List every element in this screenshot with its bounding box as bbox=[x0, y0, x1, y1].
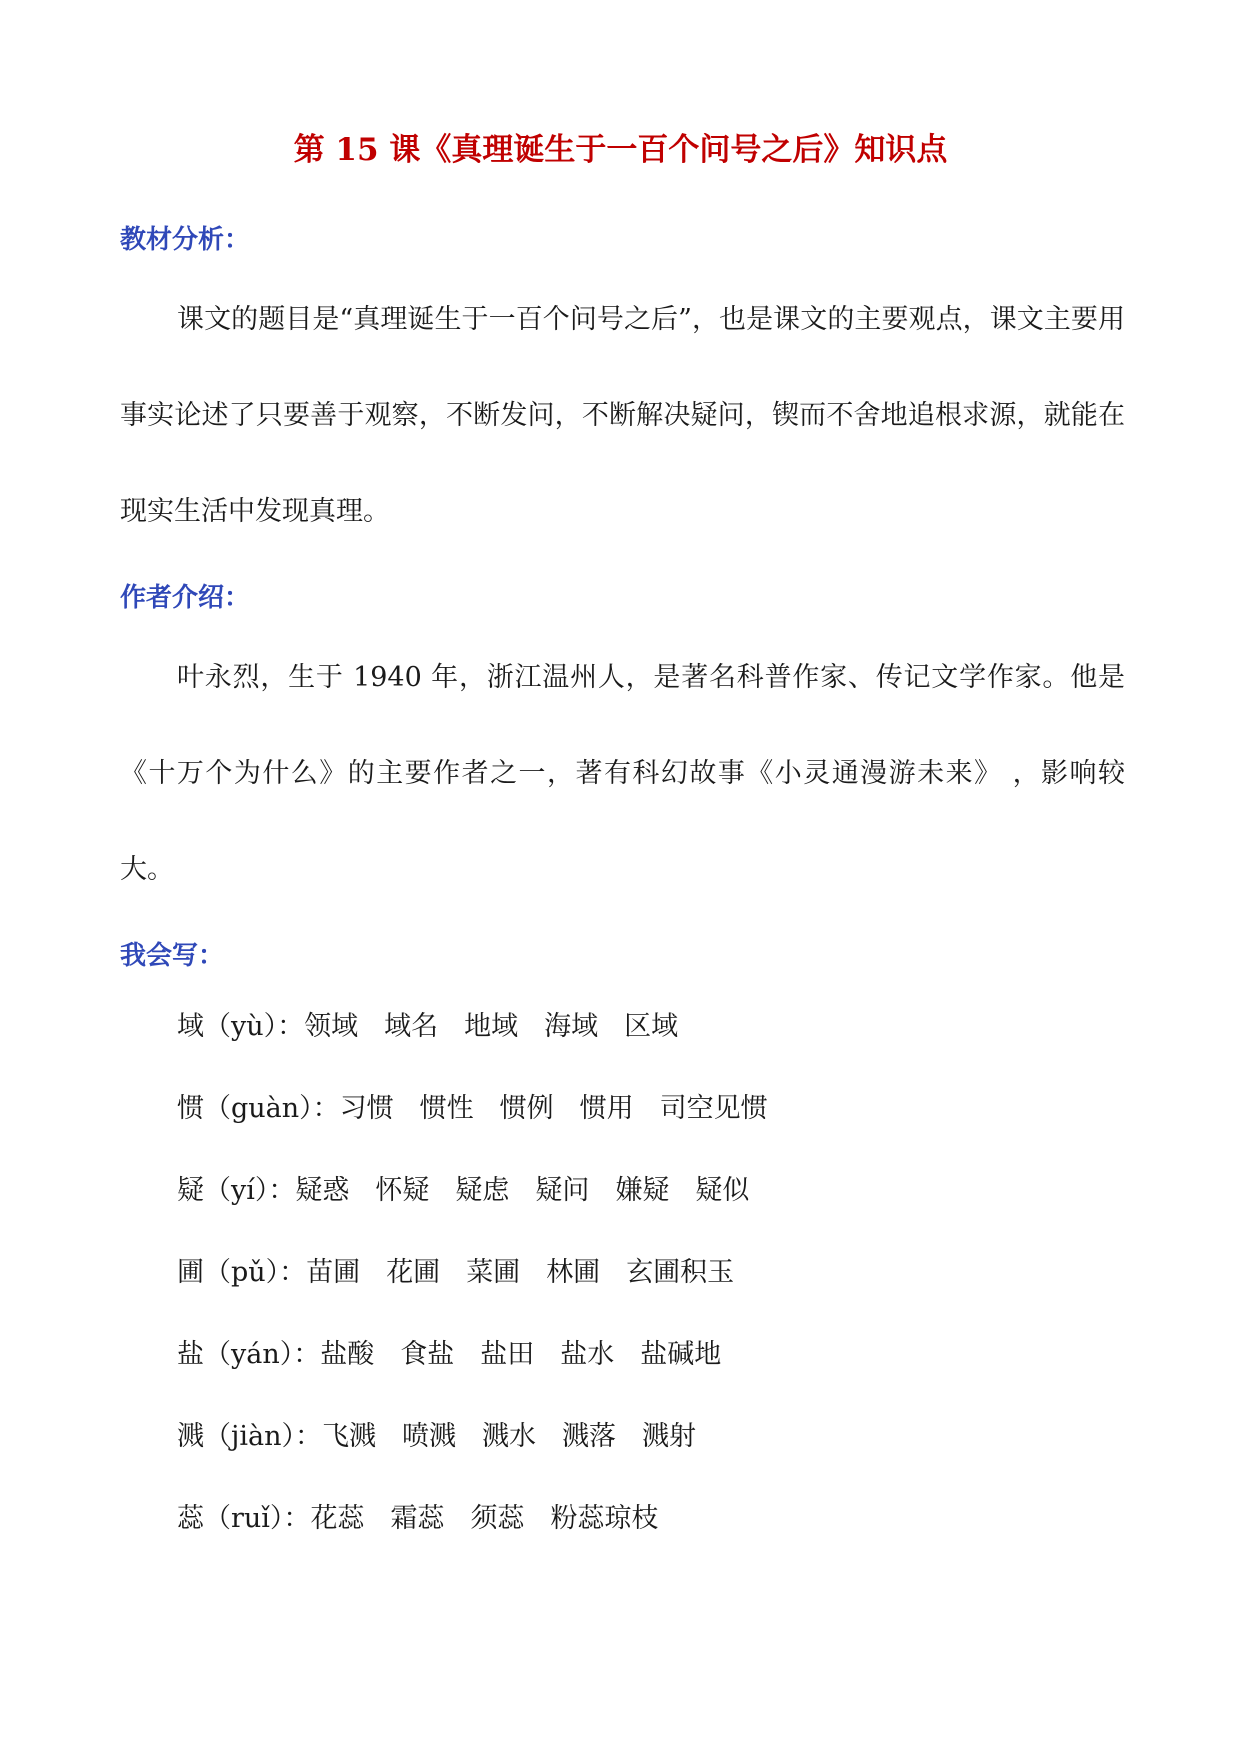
vocab-word: 疑惑 bbox=[295, 1175, 350, 1206]
vocab-row bbox=[177, 1336, 747, 1374]
vocab-row bbox=[177, 1500, 684, 1538]
vocab-word: 疑问 bbox=[535, 1175, 590, 1206]
vocab-char: 域（yù）： bbox=[177, 1011, 305, 1042]
vocab-word: 玄圃积玉 bbox=[626, 1257, 735, 1288]
vocab-word: 领域 bbox=[304, 1011, 359, 1042]
vocab-row bbox=[177, 1418, 722, 1456]
vocab-char: 蕊（ruǐ）： bbox=[177, 1503, 311, 1534]
vocab-word: 菜圃 bbox=[466, 1257, 521, 1288]
vocab-row bbox=[177, 1254, 760, 1292]
vocab-word: 域名 bbox=[384, 1011, 439, 1042]
vocab-word: 习惯 bbox=[339, 1093, 394, 1124]
vocab-word: 盐酸 bbox=[320, 1339, 375, 1370]
vocab-char: 圃（pǔ）： bbox=[177, 1257, 307, 1288]
vocab-word: 海域 bbox=[544, 1011, 599, 1042]
author-paragraph: 叶永烈，生于 1940 年，浙江温州人，是著名科普作家、传记文学作家。他是《十万个为什么》的主要作者之一，著有科幻故事《小灵通漫游未来》 ，影响较大。 bbox=[120, 662, 1125, 885]
vocab-word: 食盐 bbox=[400, 1339, 455, 1370]
heading-write: 我会写： bbox=[120, 941, 225, 971]
vocab-word: 须蕊 bbox=[470, 1503, 525, 1534]
heading-analysis: 教材分析： bbox=[120, 225, 251, 255]
vocab-word: 疑虑 bbox=[455, 1175, 510, 1206]
vocab-word: 苗圃 bbox=[306, 1257, 361, 1288]
vocab-word: 盐水 bbox=[560, 1339, 615, 1370]
analysis-paragraph: 课文的题目是“真理诞生于一百个问号之后”，也是课文的主要观点，课文主要用事实论述了只要善于观察，不断发问，不断解决疑问，锲而不舍地追根求源，就能在现实生活中发现真理。 bbox=[120, 304, 1125, 527]
vocab-row bbox=[177, 1008, 704, 1046]
vocab-word: 溅射 bbox=[642, 1421, 696, 1452]
vocab-word: 嫌疑 bbox=[615, 1175, 670, 1206]
vocab-word: 疑似 bbox=[695, 1175, 750, 1206]
vocab-char: 惯（guàn）： bbox=[177, 1093, 340, 1124]
vocab-word: 怀疑 bbox=[375, 1175, 430, 1206]
vocab-word: 地域 bbox=[464, 1011, 519, 1042]
vocab-word: 惯用 bbox=[579, 1093, 634, 1124]
vocab-char: 溅（jiàn）： bbox=[177, 1421, 322, 1452]
vocab-word: 盐碱地 bbox=[640, 1339, 722, 1370]
vocab-word: 花蕊 bbox=[310, 1503, 365, 1534]
vocab-word: 花圃 bbox=[386, 1257, 441, 1288]
vocab-word: 惯性 bbox=[419, 1093, 474, 1124]
vocab-word: 溅落 bbox=[562, 1421, 616, 1452]
vocab-word: 惯例 bbox=[499, 1093, 554, 1124]
vocab-word: 盐田 bbox=[480, 1339, 535, 1370]
heading-author: 作者介绍： bbox=[120, 583, 251, 613]
vocab-row bbox=[177, 1172, 775, 1210]
vocab-word: 溅水 bbox=[482, 1421, 536, 1452]
vocab-char: 疑（yí）： bbox=[177, 1175, 296, 1206]
vocab-char: 盐（yán）： bbox=[177, 1339, 321, 1370]
page-title: 第 15 课《真理诞生于一百个问号之后》知识点 bbox=[293, 132, 948, 168]
vocab-word: 区域 bbox=[624, 1011, 679, 1042]
vocab-word: 粉蕊琼枝 bbox=[550, 1503, 659, 1534]
vocab-word: 林圃 bbox=[546, 1257, 601, 1288]
vocab-word: 喷溅 bbox=[402, 1421, 456, 1452]
vocab-word: 司空见惯 bbox=[659, 1093, 768, 1124]
vocab-word: 飞溅 bbox=[322, 1421, 376, 1452]
vocab-word: 霜蕊 bbox=[390, 1503, 445, 1534]
vocab-row bbox=[177, 1090, 794, 1128]
